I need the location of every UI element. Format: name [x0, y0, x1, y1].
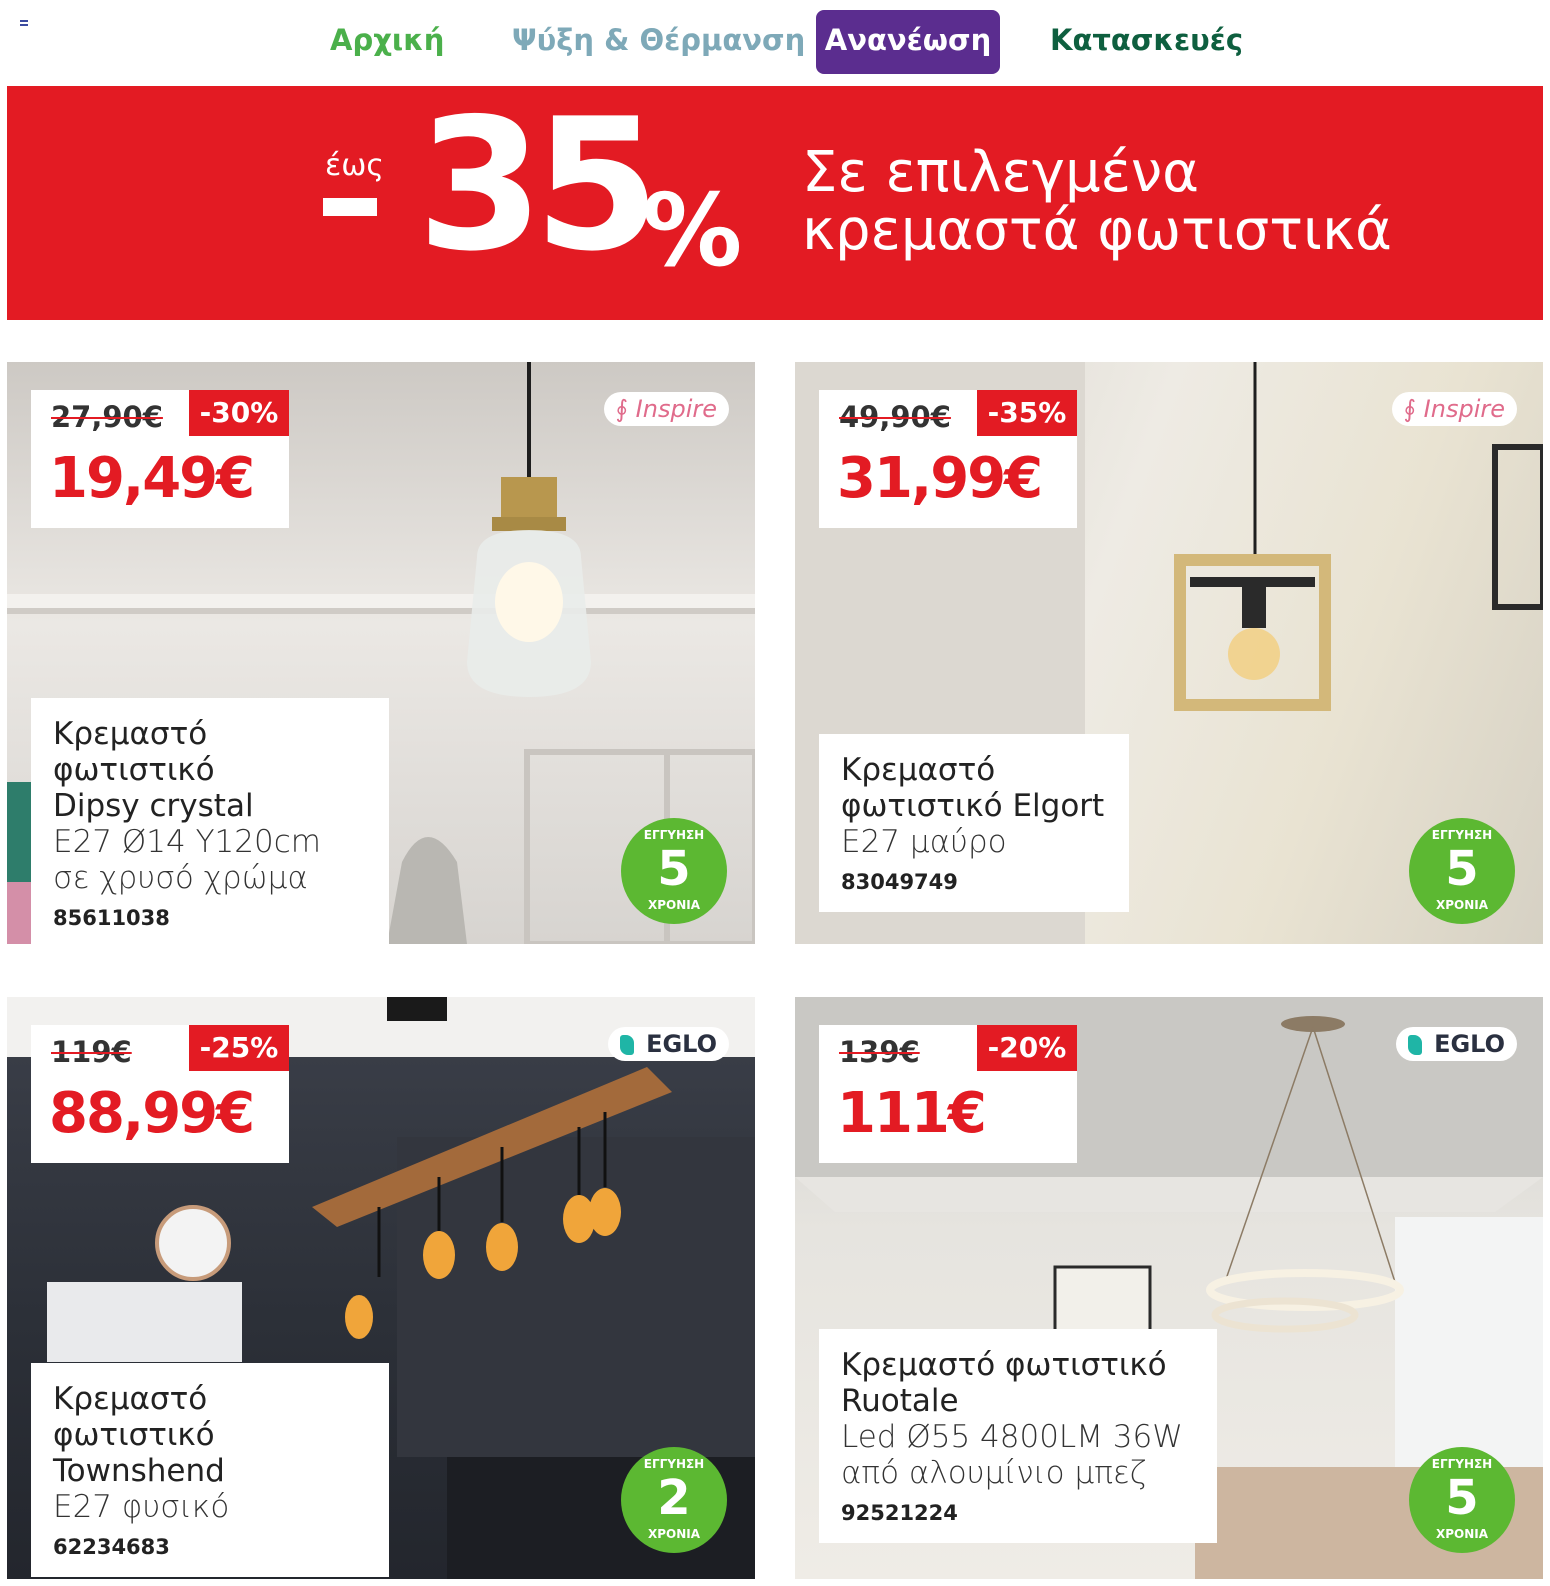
new-price: 111€	[837, 1081, 985, 1146]
inspire-logo-icon: ∮	[615, 395, 629, 423]
discount-badge: -20%	[977, 1025, 1077, 1071]
warranty-years: 5	[1445, 1470, 1479, 1526]
eglo-logo-icon	[1408, 1035, 1422, 1055]
warranty-label: ΕΓΓΥΗΣΗ	[643, 1457, 705, 1471]
warranty-unit: ΧΡΟΝΙΑ	[647, 1527, 701, 1541]
brand-name: EGLO	[1434, 1030, 1505, 1058]
promo-banner	[7, 79, 1543, 320]
warranty-years: 2	[657, 1470, 691, 1526]
discount-badge: -30%	[189, 390, 289, 436]
product-name-line-1: Κρεμαστό	[841, 752, 996, 788]
brand-badge	[604, 392, 729, 426]
warranty-label: ΕΓΓΥΗΣΗ	[1431, 828, 1493, 842]
warranty-label: ΕΓΓΥΗΣΗ	[643, 828, 705, 842]
warranty-unit: ΧΡΟΝΙΑ	[1435, 1527, 1489, 1541]
product-name-line-2: Ruotale	[841, 1383, 959, 1419]
tab-cooling-heating[interactable]: Ψύξη & Θέρμανση	[512, 23, 806, 57]
product-spec-line-1: E27 φυσικό	[53, 1489, 230, 1525]
warranty-unit: ΧΡΟΝΙΑ	[647, 898, 701, 912]
product-code: 85611038	[53, 906, 170, 930]
banner-percent: 35	[417, 79, 651, 291]
product-spec-line-1: E27 μαύρο	[841, 824, 1007, 860]
tab-renovation[interactable]: Ανανέωση	[816, 10, 1000, 74]
description-box	[31, 1363, 389, 1577]
product-name-line-1: Κρεμαστό φωτιστικό	[841, 1347, 1167, 1383]
discount-badge: -35%	[977, 390, 1077, 436]
old-price: 139€	[839, 1035, 920, 1069]
brand-badge	[608, 1027, 729, 1061]
product-name-line-2: φωτιστικό Elgort	[841, 788, 1105, 824]
new-price: 31,99€	[837, 446, 1042, 511]
product-spec-line-1: Led Ø55 4800LM 36W	[841, 1419, 1183, 1455]
inspire-logo-icon: ∮	[1403, 395, 1417, 423]
banner-headline	[802, 140, 1392, 263]
banner-line-2: κρεμαστά φωτιστικά	[802, 198, 1392, 263]
product-name-line-2: Dipsy crystal	[53, 788, 254, 824]
product-code: 83049749	[841, 870, 958, 894]
banner-line-1: Σε επιλεγμένα	[802, 140, 1200, 205]
description-box	[819, 734, 1129, 912]
tab-home[interactable]: Αρχική	[330, 23, 445, 57]
warranty-badge	[621, 818, 727, 924]
warranty-badge	[1409, 1447, 1515, 1553]
price-box	[31, 390, 289, 528]
product-card-ruotale[interactable]	[795, 997, 1543, 1579]
minus-sign	[323, 198, 377, 216]
product-name-line-1: Κρεμαστό φωτιστικό	[53, 1381, 215, 1453]
product-card-elgort[interactable]	[795, 362, 1543, 944]
warranty-label: ΕΓΓΥΗΣΗ	[1431, 1457, 1493, 1471]
banner-upto-text: έως	[325, 148, 384, 183]
brand-name: EGLO	[646, 1030, 717, 1058]
product-code: 92521224	[841, 1501, 958, 1525]
price-box	[819, 390, 1077, 528]
product-spec-line-2: από αλουμίνιο μπεζ	[841, 1455, 1147, 1491]
warranty-badge	[621, 1447, 727, 1553]
product-name-line-2: Townshend	[53, 1453, 225, 1489]
brand-badge	[1396, 1027, 1517, 1061]
old-price: 49,90€	[839, 400, 951, 434]
banner-percent-sign: %	[642, 172, 743, 289]
brand-name: Inspire	[635, 395, 717, 423]
discount-badge: -25%	[189, 1025, 289, 1071]
warranty-years: 5	[1445, 841, 1479, 897]
eglo-logo-icon	[620, 1035, 634, 1055]
product-spec-line-2: σε χρυσό χρώμα	[53, 860, 308, 896]
warranty-years: 5	[657, 841, 691, 897]
product-name-line-1: Κρεμαστό φωτιστικό	[53, 716, 215, 788]
tab-construction[interactable]: Κατασκευές	[1050, 23, 1244, 57]
new-price: 19,49€	[49, 446, 254, 511]
brand-badge	[1392, 392, 1517, 426]
warranty-unit: ΧΡΟΝΙΑ	[1435, 898, 1489, 912]
description-box	[31, 698, 389, 944]
description-box	[819, 1329, 1217, 1543]
price-box	[819, 1025, 1077, 1163]
product-code: 62234683	[53, 1535, 170, 1559]
top-navigation	[0, 10, 1550, 74]
warranty-badge	[1409, 818, 1515, 924]
new-price: 88,99€	[49, 1081, 254, 1146]
product-card-townshend[interactable]	[7, 997, 755, 1579]
product-card-dipsy[interactable]	[7, 362, 755, 944]
old-price: 119€	[51, 1035, 132, 1069]
old-price: 27,90€	[51, 400, 163, 434]
product-spec-line-1: E27 Ø14 Y120cm	[53, 824, 321, 860]
brand-name: Inspire	[1423, 395, 1505, 423]
price-box	[31, 1025, 289, 1163]
